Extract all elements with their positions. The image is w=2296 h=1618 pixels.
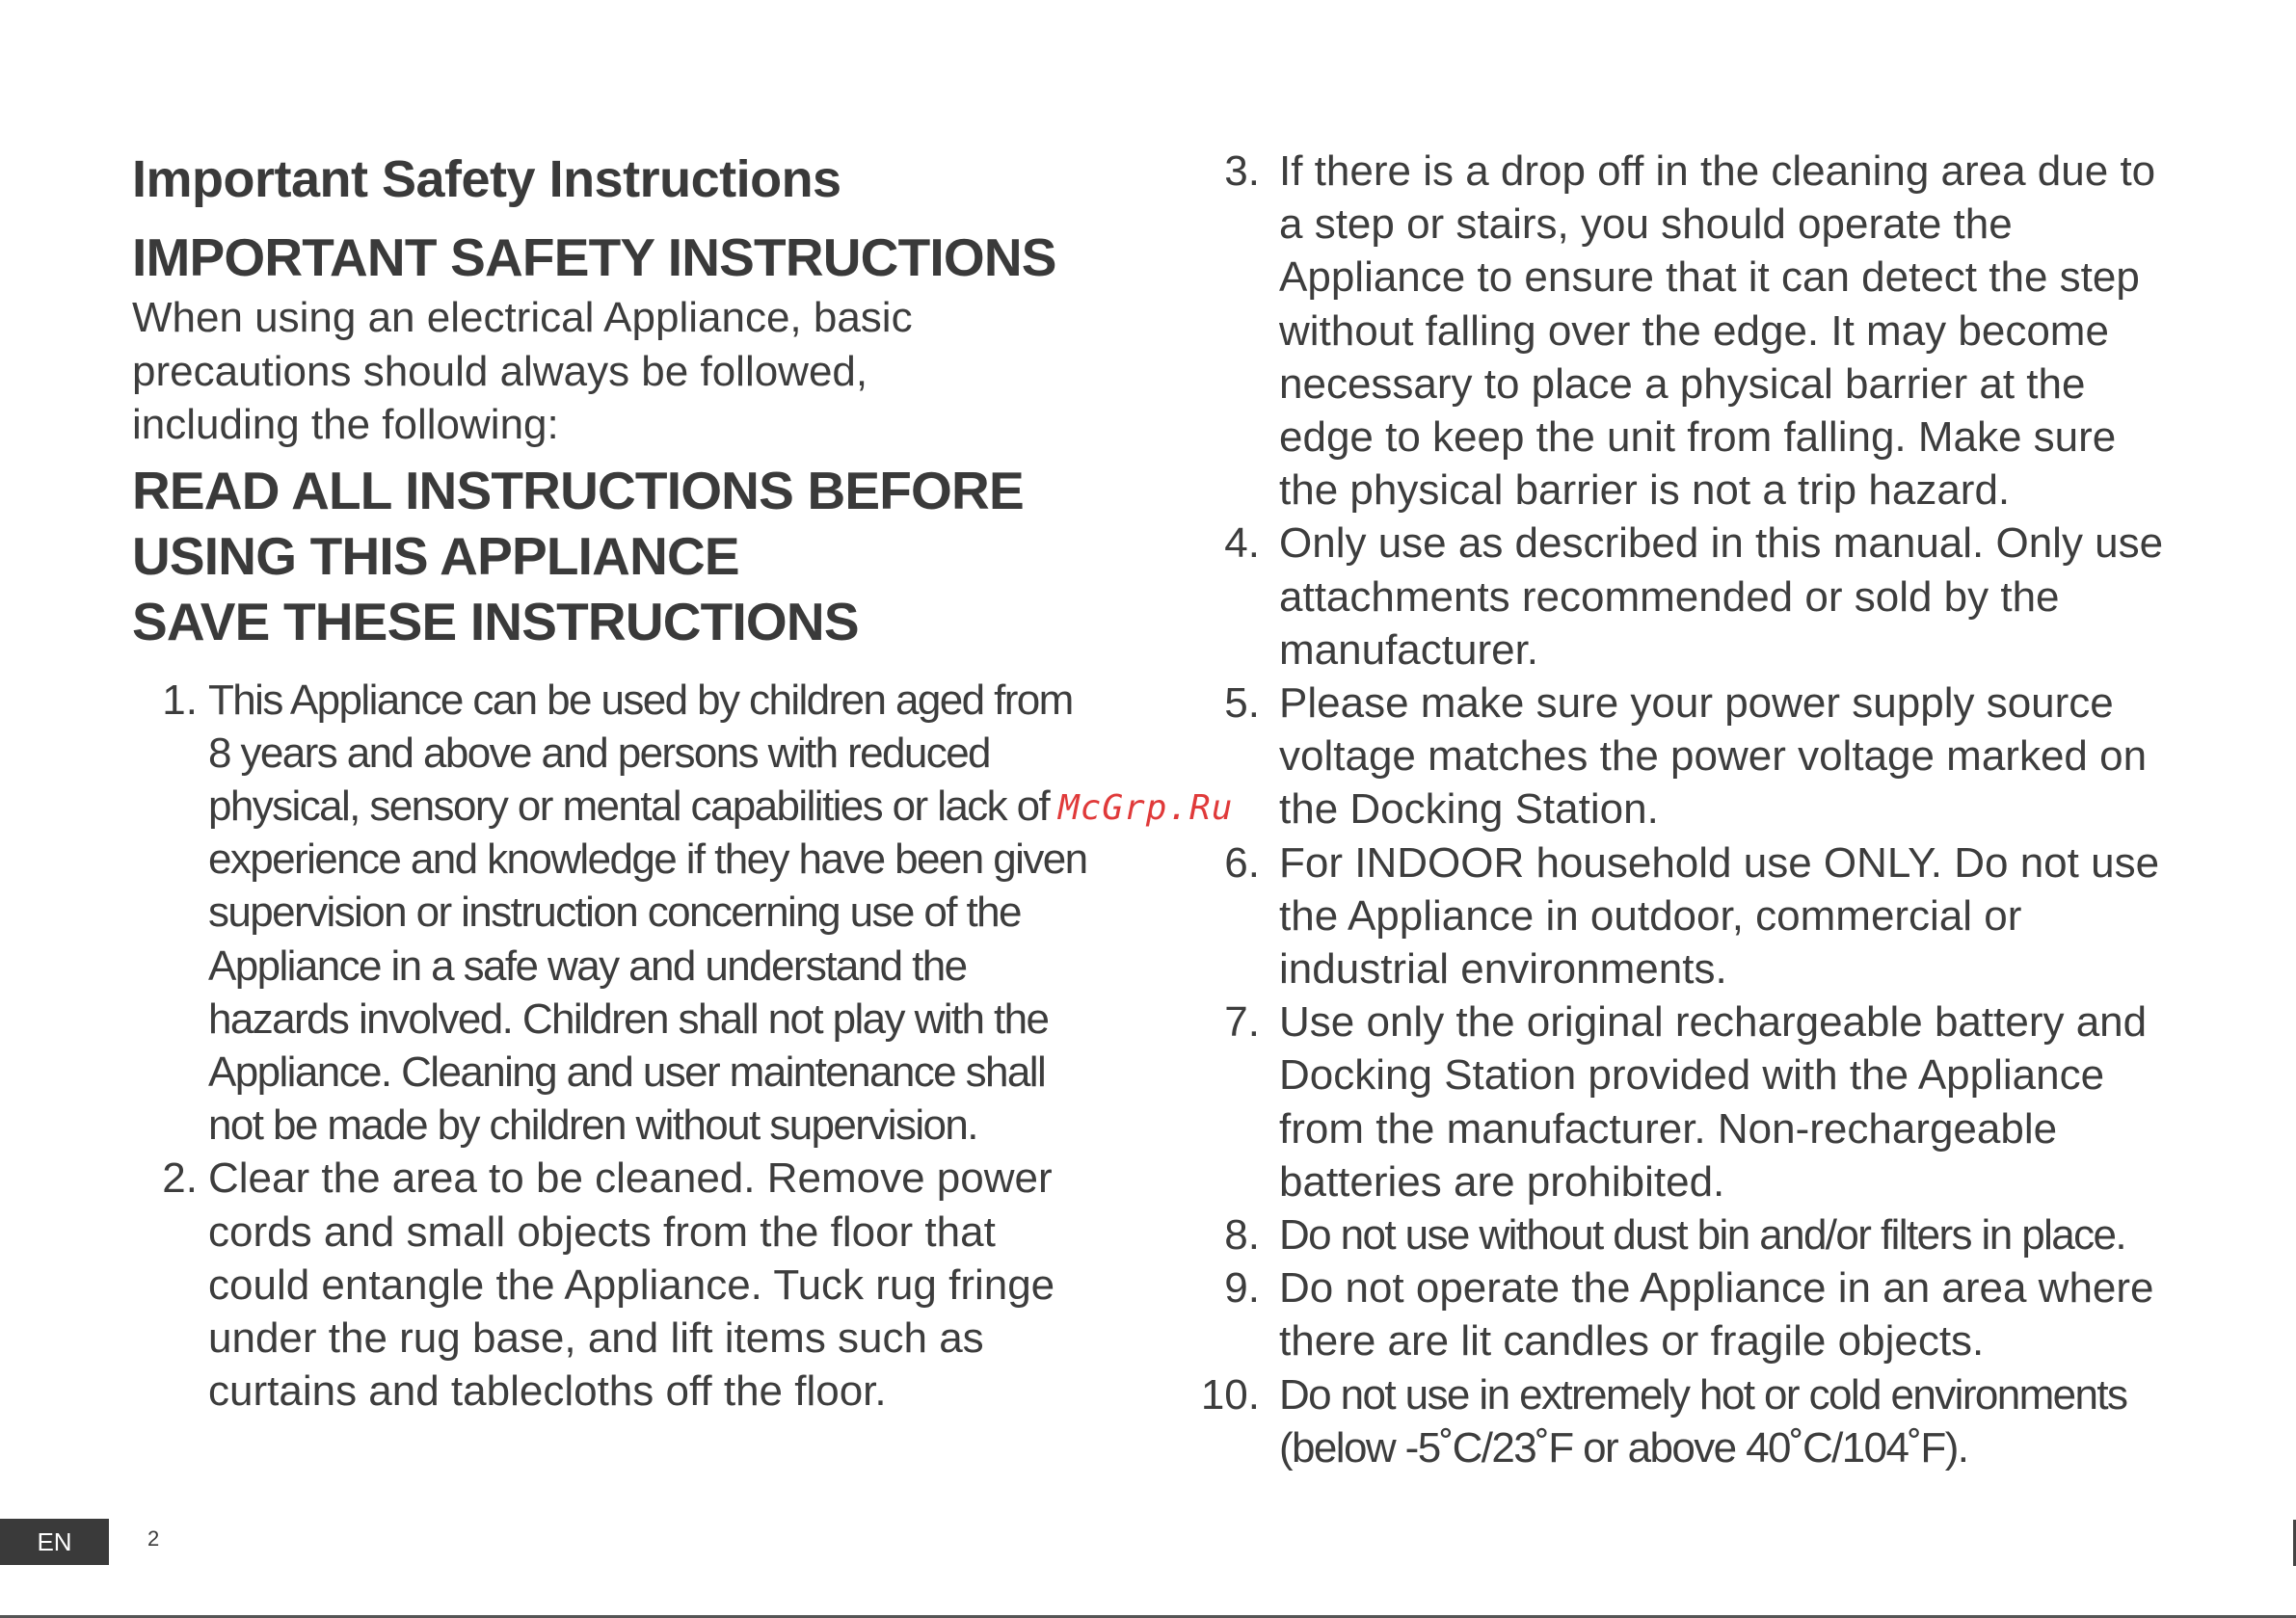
intro-line: including the following:: [132, 401, 559, 448]
list-item: [1190, 1368, 2174, 1474]
item-text: For INDOOR household use ONLY. Do not use the Appliance in outdoor, commercial or industrial environments.: [1279, 838, 2160, 994]
list-item: [1190, 995, 2174, 1208]
list-item: [1190, 517, 2174, 676]
intro-line: precautions should always be followed,: [132, 347, 868, 395]
item-number: 10.: [1200, 1370, 1260, 1419]
list-item: [132, 674, 1096, 1153]
list-item: [1190, 145, 2174, 517]
item-number: 3.: [1224, 147, 1260, 195]
item-text: Do not use in extremely hot or cold environments (below -5˚C/23˚F or above 40˚C/104˚F).: [1279, 1370, 2127, 1472]
list-item: [132, 1152, 1096, 1418]
item-text: Only use as described in this manual. Only use attachments recommended or sold by the manufacturer.: [1279, 519, 2164, 674]
read-all-line: SAVE THESE INSTRUCTIONS: [132, 591, 859, 651]
item-number: 9.: [1224, 1264, 1260, 1313]
item-text: Please make sure your power supply source voltage matches the power voltage marked on the Docking Station.: [1279, 679, 2148, 834]
item-number: 1.: [162, 676, 198, 724]
read-all-line: USING THIS APPLIANCE: [132, 525, 739, 586]
watermark: McGrp.Ru: [1058, 788, 1234, 828]
caps-title: IMPORTANT SAFETY INSTRUCTIONS: [132, 227, 1056, 287]
item-number: 8.: [1224, 1211, 1260, 1260]
item-number: 7.: [1224, 998, 1260, 1047]
item-text: If there is a drop off in the cleaning area due to a step or stairs, you should operate the Appliance to ensure that it can detect the step without falling over the edge. It may become necessary to place a physical barrier at the edge to keep the unit from falling. Make sure the physical barrier is not a trip hazard.: [1279, 147, 2156, 515]
item-text: This Appliance can be used by children aged from 8 years and above and persons with reduced physical, sensory or mental capabilities or lack of experience and knowledge if they have been given supervision or instruction concerning use of the Appliance in a safe way and understand the hazards involved. Children shall not play with the Appliance. Cleaning and user maintenance shall not be made by children without supervision.: [208, 676, 1087, 1150]
item-number: 6.: [1224, 838, 1260, 887]
item-number: 2.: [162, 1154, 198, 1203]
item-text: Clear the area to be cleaned. Remove power cords and small objects from the floor that could entangle the Appliance. Tuck rug fringe under the rug base, and lift items such as curtains and tablecloths off the floor.: [208, 1154, 1055, 1416]
left-column: [132, 145, 1096, 1418]
read-all-line: READ ALL INSTRUCTIONS BEFORE: [132, 460, 1024, 520]
list-item: [1190, 1208, 2174, 1261]
item-text: Do not use without dust bin and/or filters in place.: [1279, 1211, 2126, 1260]
list-item: [1190, 1261, 2174, 1367]
language-tab: EN: [0, 1519, 109, 1565]
item-text: Do not operate the Appliance in an area where there are lit candles or fragile objects.: [1279, 1264, 2154, 1366]
list-item: [1190, 676, 2174, 836]
section-title: Important Safety Instructions: [132, 150, 841, 208]
item-text: Use only the original rechargeable battery and Docking Station provided with the Appliance from the manufacturer. Non-rechargeable batteries are prohibited.: [1279, 998, 2148, 1206]
instruction-list-right: [1190, 145, 2174, 1474]
item-number: 5.: [1224, 679, 1260, 728]
item-number: 4.: [1224, 519, 1260, 568]
list-item: [1190, 836, 2174, 996]
page-number: 2: [147, 1526, 160, 1551]
intro-paragraph: [132, 291, 1096, 452]
right-column: [1190, 145, 2174, 1474]
intro-line: When using an electrical Appliance, basic: [132, 294, 913, 341]
read-all-heading: [132, 458, 1096, 654]
instruction-list-left: [132, 674, 1096, 1419]
